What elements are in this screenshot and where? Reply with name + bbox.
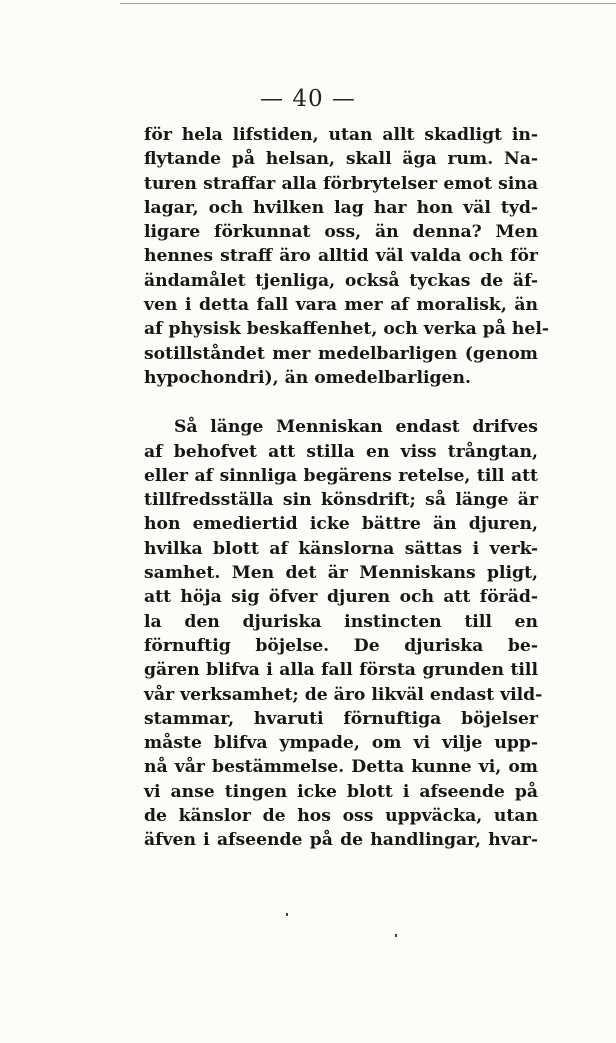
- text-line: hvilka blott af känslorna sättas i verk-: [144, 538, 538, 559]
- text-line: Så länge Menniskan endast drifves: [174, 417, 538, 438]
- paragraph: [144, 123, 549, 390]
- text-line: gären blifva i alla fall första grunden till: [144, 660, 538, 681]
- text-line: turen straffar alla förbrytelser emot sina: [144, 173, 538, 194]
- text-line: för hela lifstiden, utan allt skadligt in-: [144, 125, 538, 145]
- text-line: äfven i afseende på de handlingar, hvar-: [144, 830, 538, 851]
- paragraph-gap: [144, 390, 538, 415]
- text-line: ändamålet tjenliga, också tyckas de äf-: [144, 270, 538, 291]
- text-line: vi anse tingen icke blott i afseende på: [144, 781, 538, 802]
- ink-speck: [286, 913, 288, 916]
- text-line: stammar, hvaruti förnuftiga böjelser: [144, 708, 538, 729]
- text-line: samhet. Men det är Menniskans pligt,: [144, 563, 538, 584]
- text-line: vår verksamhet; de äro likväl endast vild-: [144, 684, 543, 705]
- text-line: de känslor de hos oss uppväcka, utan: [144, 806, 538, 827]
- text-line: ven i detta fall vara mer af moralisk, än: [144, 295, 538, 316]
- ink-speck: [395, 934, 397, 937]
- text-line: af physisk beskaffenhet, och verka på hel-: [144, 319, 549, 340]
- text-line: flytande på helsan, skall äga rum. Na-: [144, 149, 538, 170]
- text-line: förnuftig böjelse. De djuriska be-: [144, 635, 538, 656]
- text-line: tillfredsställa sin könsdrift; så länge är: [144, 490, 538, 511]
- body-text: [144, 123, 549, 853]
- text-line: lagar, och hvilken lag har hon väl tyd-: [144, 197, 538, 218]
- text-line: af behofvet att stilla en viss trångtan,: [144, 441, 538, 462]
- text-line: nå vår bestämmelse. Detta kunne vi, om: [144, 757, 538, 778]
- text-line: sotillståndet mer medelbarligen (genom: [144, 343, 538, 364]
- text-line: att höja sig öfver djuren och att föräd-: [144, 587, 538, 608]
- paragraph: [144, 415, 543, 852]
- page-edge-line: [120, 3, 616, 4]
- text-line: la den djuriska instincten till en: [144, 611, 538, 632]
- text-line: eller af sinnliga begärens retelse, till att: [144, 465, 538, 486]
- text-line: hypochondri), än omedelbarligen.: [144, 367, 471, 388]
- text-line: hon emediertid icke bättre än djuren,: [144, 514, 538, 535]
- text-line: ligare förkunnat oss, än denna? Men: [144, 222, 538, 243]
- text-line: hennes straff äro alltid väl valda och för: [144, 246, 538, 267]
- text-line: måste blifva ympade, om vi vilje upp-: [144, 733, 538, 754]
- page-number: — 40 —: [260, 86, 356, 112]
